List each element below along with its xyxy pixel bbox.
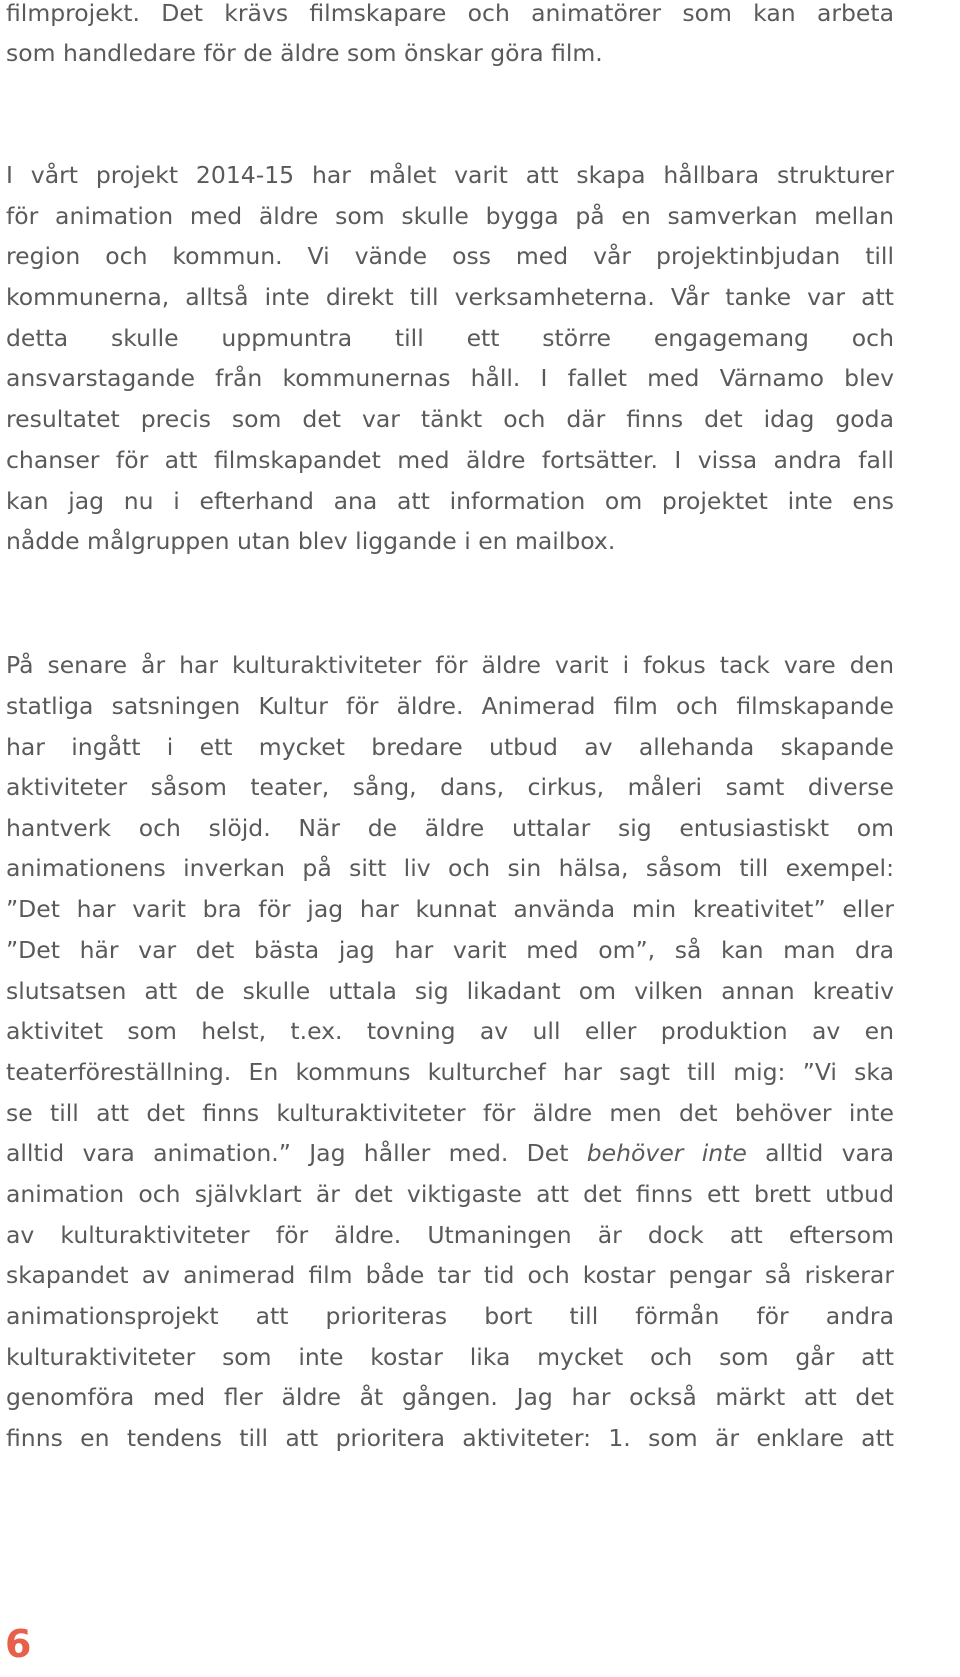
paragraph-3-line-18: kulturaktiviteter som inte kostar lika mycket och som går att <box>6 1343 894 1371</box>
paragraph-3-line-17: animationsprojekt att prioriteras bort till förmån för andra <box>6 1302 894 1330</box>
paragraph-3-line-20: finns en tendens till att prioritera aktiviteter: 1. som är enklare att <box>6 1424 894 1452</box>
paragraph-1-line-2: som handledare för de äldre som önskar göra film. <box>6 39 603 67</box>
paragraph-3-line-16: skapandet av animerad film både tar tid och kostar pengar så riskerar <box>6 1261 894 1289</box>
paragraph-3-line-19: genomföra med fler äldre åt gången. Jag har också märkt att det <box>6 1383 894 1411</box>
paragraph-3-line-13: alltid vara animation.” Jag håller med. Det behöver inte alltid vara <box>6 1139 894 1167</box>
paragraph-3-line-7: ”Det har varit bra för jag har kunnat använda min kreativitet” eller <box>6 895 894 923</box>
paragraph-2-line-10: nådde målgruppen utan blev liggande i en mailbox. <box>6 527 616 555</box>
paragraph-3-line-2: statliga satsningen Kultur för äldre. Animerad film och filmskapande <box>6 692 894 720</box>
paragraph-3-line-12: se till att det finns kulturaktiviteter för äldre men det behöver inte <box>6 1099 894 1127</box>
paragraph-2-line-2: för animation med äldre som skulle bygga på en samverkan mellan <box>6 202 894 230</box>
paragraph-1-line-1: filmprojekt. Det krävs filmskapare och animatörer som kan arbeta <box>6 0 894 27</box>
paragraph-2-line-4: kommunerna, alltså inte direkt till verksamheterna. Vår tanke var att <box>6 283 894 311</box>
paragraph-3-line-11: teaterföreställning. En kommuns kulturchef har sagt till mig: ”Vi ska <box>6 1058 894 1086</box>
paragraph-2-line-6: ansvarstagande från kommunernas håll. I fallet med Värnamo blev <box>6 364 894 392</box>
paragraph-3-line-9: slutsatsen att de skulle uttala sig likadant om vilken annan kreativ <box>6 977 894 1005</box>
paragraph-3-line-4: aktiviteter såsom teater, sång, dans, cirkus, måleri samt diverse <box>6 773 894 801</box>
paragraph-3-line-10: aktivitet som helst, t.ex. tovning av ull eller produktion av en <box>6 1017 894 1045</box>
paragraph-3-line-14: animation och självklart är det viktigaste att det finns ett brett utbud <box>6 1180 894 1208</box>
paragraph-3-line-15: av kulturaktiviteter för äldre. Utmaningen är dock att eftersom <box>6 1221 894 1249</box>
paragraph-2-line-1: I vårt projekt 2014-15 har målet varit att skapa hållbara strukturer <box>6 161 894 189</box>
paragraph-3-line-5: hantverk och slöjd. När de äldre uttalar sig entusiastiskt om <box>6 814 894 842</box>
paragraph-3-line-3: har ingått i ett mycket bredare utbud av allehanda skapande <box>6 733 894 761</box>
paragraph-2-line-9: kan jag nu i efterhand ana att information om projektet inte ens <box>6 487 894 515</box>
paragraph-2-line-3: region och kommun. Vi vände oss med vår projektinbjudan till <box>6 242 894 270</box>
emphasis-text: behöver inte <box>586 1139 747 1167</box>
paragraph-3-line-8: ”Det här var det bästa jag har varit med om”, så kan man dra <box>6 936 894 964</box>
paragraph-2-line-8: chanser för att filmskapandet med äldre fortsätter. I vissa andra fall <box>6 446 894 474</box>
paragraph-3-line-6: animationens inverkan på sitt liv och sin hälsa, såsom till exempel: <box>6 854 894 882</box>
paragraph-2-line-5: detta skulle uppmuntra till ett större engagemang och <box>6 324 894 352</box>
paragraph-3-line-1: På senare år har kulturaktiviteter för äldre varit i fokus tack vare den <box>6 651 894 679</box>
page-number: 6 <box>5 1622 32 1666</box>
paragraph-2-line-7: resultatet precis som det var tänkt och där finns det idag goda <box>6 405 894 433</box>
